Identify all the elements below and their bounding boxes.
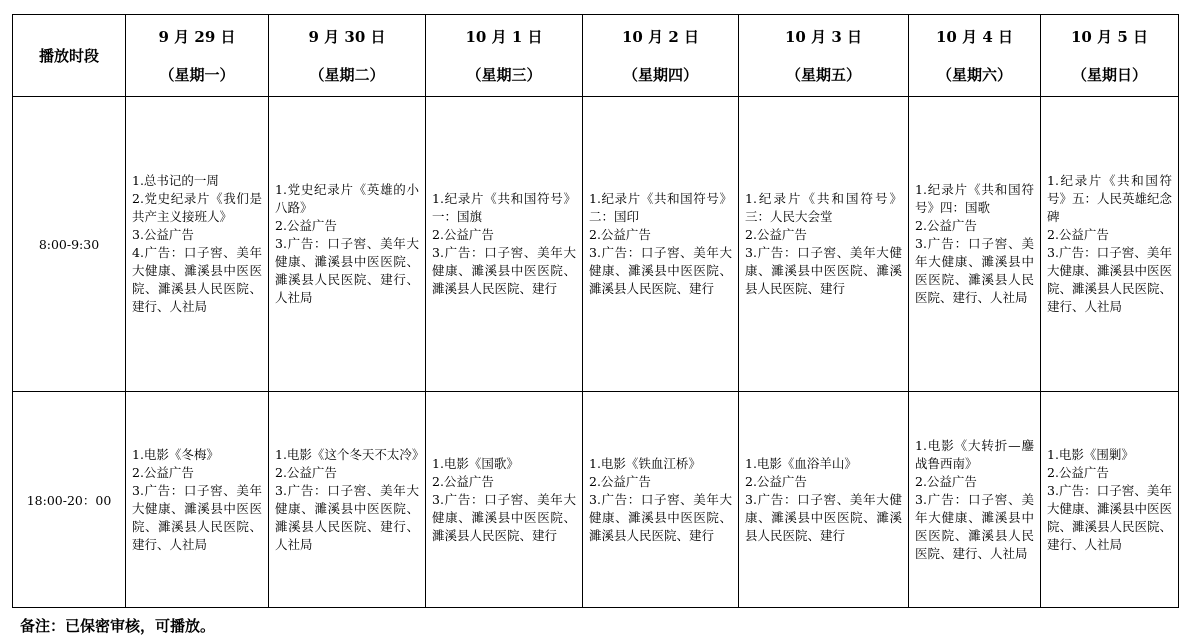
program-line: 1.电影《围剿》 (1047, 446, 1134, 462)
program-line: 3.广告：口子窖、美年大健康、濉溪县中医医院、濉溪县人民医院、建行、人社局 (132, 482, 262, 552)
day-header (909, 15, 1041, 97)
program-line: 2.公益广告 (432, 473, 494, 489)
day-header (1041, 15, 1179, 97)
program-cell (583, 97, 739, 392)
program-line: 2.公益广告 (745, 473, 807, 489)
program-cell (1041, 97, 1179, 392)
schedule-table (12, 14, 1179, 608)
program-cell (126, 97, 269, 392)
day-date: 10 月 5 日 (1071, 27, 1148, 46)
program-cell (909, 97, 1041, 392)
program-line: 1.电影《国歌》 (432, 455, 519, 471)
slot-header-label: 播放时段 (38, 47, 99, 65)
program-line: 1.纪录片《共和国符号》一：国旗 (432, 191, 576, 224)
day-weekday: （星期一） (159, 65, 235, 84)
program-cell (739, 392, 909, 608)
day-weekday: （星期日） (1071, 65, 1147, 84)
program-cell (426, 97, 583, 392)
program-line: 2.公益广告 (275, 464, 337, 480)
program-line: 2.党史纪录片《我们是共产主义接班人》 (132, 191, 262, 224)
program-cell (269, 392, 426, 608)
day-header (126, 15, 269, 97)
program-line: 3.广告：口子窖、美年大健康、濉溪县中医医院、濉溪县人民医院、建行、人社局 (915, 491, 1034, 561)
day-date: 10 月 3 日 (785, 27, 862, 46)
program-line: 2.公益广告 (915, 218, 977, 233)
day-date: 9 月 29 日 (158, 27, 236, 46)
program-line: 2.公益广告 (589, 227, 651, 242)
program-line: 2.公益广告 (1047, 227, 1109, 242)
program-cell (739, 97, 909, 392)
day-date: 10 月 1 日 (465, 27, 543, 46)
day-date: 9 月 30 日 (308, 27, 386, 46)
program-line: 1.纪录片《共和国符号》二：国印 (589, 191, 732, 224)
program-cell (426, 392, 583, 608)
program-line: 3.广告：口子窖、美年大健康、濉溪县中医医院、濉溪县人民医院、建行 (745, 245, 902, 296)
program-line: 1.电影《铁血江桥》 (589, 455, 701, 471)
day-header (739, 15, 909, 97)
program-line: 3.广告：口子窖、美年大健康、濉溪县中医医院、濉溪县人民医院、建行 (432, 245, 576, 296)
program-line: 2.公益广告 (132, 464, 194, 480)
program-line: 3.广告：口子窖、美年大健康、濉溪县中医医院、濉溪县人民医院、建行 (745, 491, 902, 543)
day-header (426, 15, 583, 97)
program-line: 3.广告：口子窖、美年大健康、濉溪县中医医院、濉溪县人民医院、建行 (589, 245, 732, 296)
program-cell (583, 392, 739, 608)
time-slot: 8:00-9:30 (13, 97, 126, 392)
program-line: 2.公益广告 (1047, 464, 1109, 480)
program-line: 1.电影《血浴羊山》 (745, 455, 857, 471)
footnote: 备注：已保密审核，可播放。 (20, 617, 216, 635)
day-weekday: （星期五） (785, 65, 861, 84)
program-line: 1.纪录片《共和国符号》四：国歌 (915, 182, 1034, 215)
program-line: 3.广告：口子窖、美年大健康、濉溪县中医医院、濉溪县人民医院、建行、人社局 (1047, 482, 1173, 552)
program-line: 2.公益广告 (275, 218, 337, 233)
program-line: 1.纪录片《共和国符号》三：人民大会堂 (745, 191, 902, 224)
program-line: 3.广告：口子窖、美年大健康、濉溪县中医医院、濉溪县人民医院、建行、人社局 (1047, 245, 1173, 314)
program-line: 3.广告：口子窖、美年大健康、濉溪县中医医院、濉溪县人民医院、建行、人社局 (915, 236, 1034, 305)
day-date: 10 月 4 日 (936, 27, 1013, 46)
day-weekday: （星期六） (936, 65, 1012, 84)
day-weekday: （星期二） (309, 65, 385, 84)
program-cell (909, 392, 1041, 608)
day-header (583, 15, 739, 97)
program-line: 3.广告：口子窖、美年大健康、濉溪县中医医院、濉溪县人民医院、建行、人社局 (275, 482, 419, 552)
program-line: 1.纪录片《共和国符号》五：人民英雄纪念碑 (1047, 173, 1173, 224)
program-line: 1.电影《大转折—鏖战鲁西南》 (915, 437, 1034, 471)
program-line: 2.公益广告 (915, 473, 977, 489)
program-cell (1041, 392, 1179, 608)
day-weekday: （星期三） (466, 65, 542, 84)
program-line: 3.公益广告 (132, 227, 194, 242)
day-weekday: （星期四） (622, 65, 698, 84)
program-line: 1.党史纪录片《英雄的小八路》 (275, 182, 419, 215)
table-row (13, 392, 1179, 608)
program-line: 1.总书记的一周 (132, 173, 219, 188)
program-line: 3.广告：口子窖、美年大健康、濉溪县中医医院、濉溪县人民医院、建行 (589, 491, 732, 543)
header-row (13, 15, 1179, 97)
program-line: 2.公益广告 (745, 227, 807, 242)
day-date: 10 月 2 日 (622, 27, 699, 46)
program-line: 3.广告：口子窖、美年大健康、濉溪县中医医院、濉溪县人民医院、建行 (432, 491, 576, 543)
program-line: 2.公益广告 (589, 473, 651, 489)
program-line: 1.电影《这个冬天不太冷》 (275, 446, 425, 462)
time-slot: 18:00-20：00 (13, 392, 126, 608)
slot-header (13, 15, 126, 97)
program-line: 1.电影《冬梅》 (132, 446, 219, 462)
program-line: 4.广告：口子窖、美年大健康、濉溪县中医医院、濉溪县人民医院、建行、人社局 (132, 245, 262, 314)
day-header (269, 15, 426, 97)
program-line: 2.公益广告 (432, 227, 494, 242)
program-line: 3.广告：口子窖、美年大健康、濉溪县中医医院、濉溪县人民医院、建行、人社局 (275, 236, 419, 305)
program-cell (269, 97, 426, 392)
program-cell (126, 392, 269, 608)
table-row (13, 97, 1179, 392)
